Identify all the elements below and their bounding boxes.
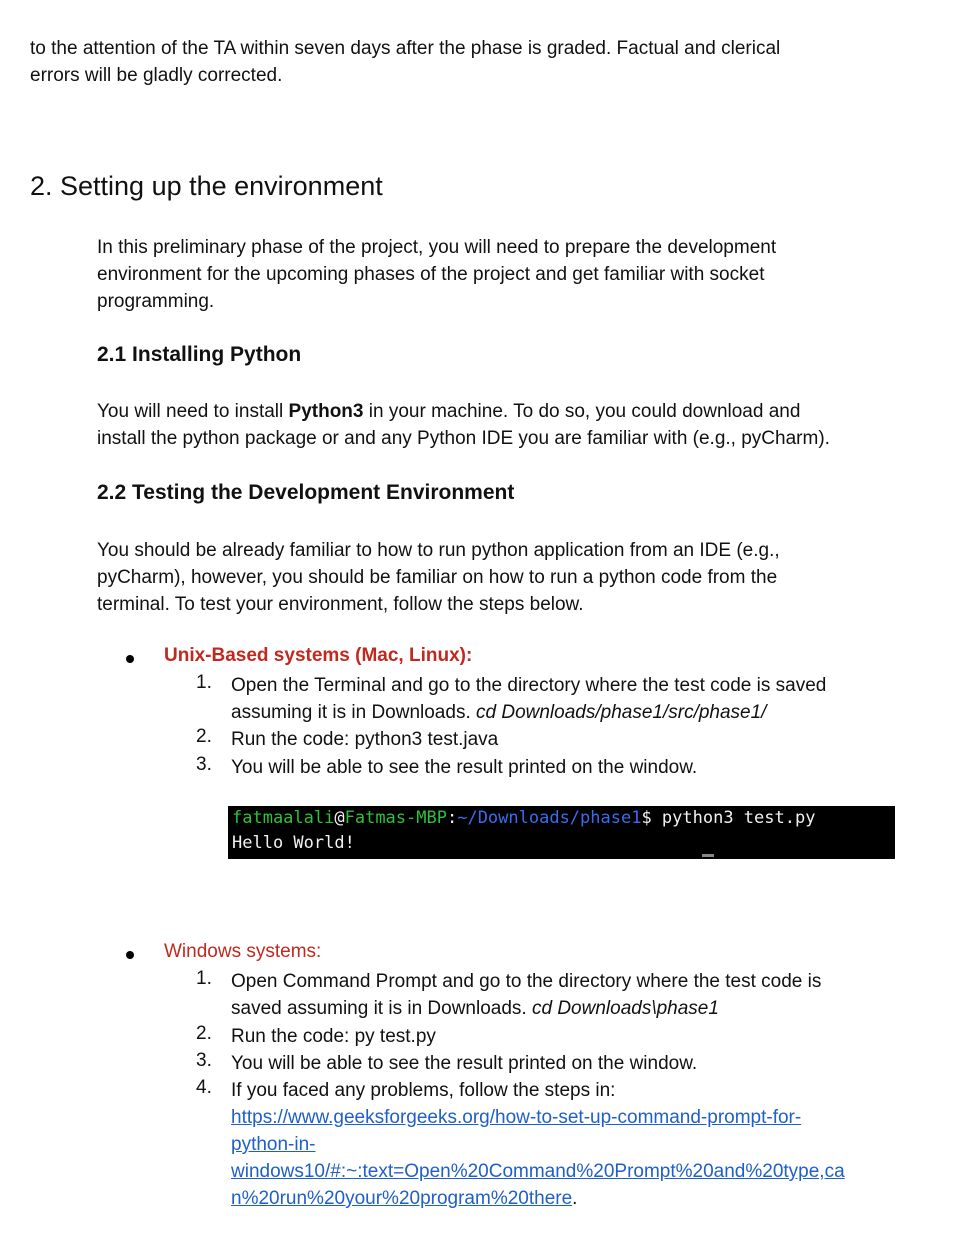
text-line [231,699,826,726]
terminal-prompt-line [232,806,895,831]
text-line: If you faced any problems, follow the steps in: [231,1080,616,1101]
command-text: cd Downloads\phase1 [531,998,719,1019]
subsection-heading-2-2: 2.2 Testing the Development Environment [97,481,515,504]
terminal-host: Fatmas-MBP [344,808,447,828]
list-number: 3. [196,1050,212,1071]
intro-line: to the attention of the TA within seven days after the phase is graded. Factual and clerical [30,38,781,59]
list-number: 1. [196,672,212,693]
text-line: Open Command Prompt and go to the directory where the test code is [231,971,822,992]
subsection-paragraph-2-1 [97,398,830,452]
list-number: 1. [196,968,212,989]
terminal-path: ~/Downloads/phase1 [457,808,642,828]
terminal-command: $ python3 test.py [641,808,816,828]
section-heading: 2. Setting up the environment [30,171,383,201]
link-line[interactable]: https://www.geeksforgeeks.org/how-to-set-up-command-prompt-for- [231,1107,802,1128]
terminal-user: fatmaalali [232,808,335,828]
list-item [231,1077,845,1212]
text-line: You should be already familiar to how to run python application from an IDE (e.g., [97,540,780,561]
text-line: pyCharm), however, you should be familiar on how to run a python code from the [97,567,778,588]
section-paragraph [97,234,776,315]
text-line: In this preliminary phase of the project, you will need to prepare the development [97,237,777,258]
intro-line: errors will be gladly corrected. [30,65,283,86]
terminal-screenshot [228,806,895,859]
link-line[interactable]: windows10/#:~:text=Open%20Command%20Prompt%20and%20type,ca [231,1161,845,1182]
text-line: install the python package or and any Python IDE you are familiar with (e.g., pyCharm). [97,428,830,449]
list-number: 4. [196,1077,212,1098]
text-line: programming. [97,291,215,312]
text-line: environment for the upcoming phases of the project and get familiar with socket [97,264,765,285]
text-line: terminal. To test your environment, follow the steps below. [97,594,584,615]
bold-text: Python3 [288,401,364,422]
list-item: Run the code: python3 test.java [231,729,499,750]
text-line [97,398,830,425]
command-text: cd Downloads/phase1/src/phase1/ [476,702,767,723]
text-span: assuming it is in Downloads. [231,702,476,723]
list-number: 2. [196,1023,212,1044]
period: . [572,1188,578,1209]
link-line[interactable]: python-in- [231,1134,316,1155]
list-item [231,672,826,726]
list-number: 2. [196,726,212,747]
list-item: You will be able to see the result printed on the window. [231,757,698,778]
subsection-paragraph-2-2 [97,537,780,618]
list-number: 3. [196,754,212,775]
terminal-cursor [702,854,714,857]
link-line[interactable]: n%20run%20your%20program%20there [231,1188,573,1209]
windows-bullet-title: Windows systems: [164,941,322,962]
text-span: You will need to install [97,401,289,422]
intro-paragraph [30,35,780,89]
terminal-colon: : [446,808,458,828]
unix-bullet-title: Unix-Based systems (Mac, Linux): [164,645,473,666]
bullet-icon [126,951,134,959]
text-span: saved assuming it is in Downloads. [231,998,532,1019]
list-item: Run the code: py test.py [231,1026,436,1047]
terminal-output: Hello World! [232,833,355,853]
terminal-at: @ [334,808,345,828]
text-span: in your machine. To do so, you could download and [363,401,801,422]
text-line [231,995,821,1022]
list-item: You will be able to see the result printed on the window. [231,1053,698,1074]
list-item [231,968,821,1022]
text-line: Open the Terminal and go to the directory where the test code is saved [231,675,827,696]
help-link[interactable] [231,1104,845,1212]
bullet-icon [126,655,134,663]
subsection-heading-2-1: 2.1 Installing Python [97,343,302,366]
